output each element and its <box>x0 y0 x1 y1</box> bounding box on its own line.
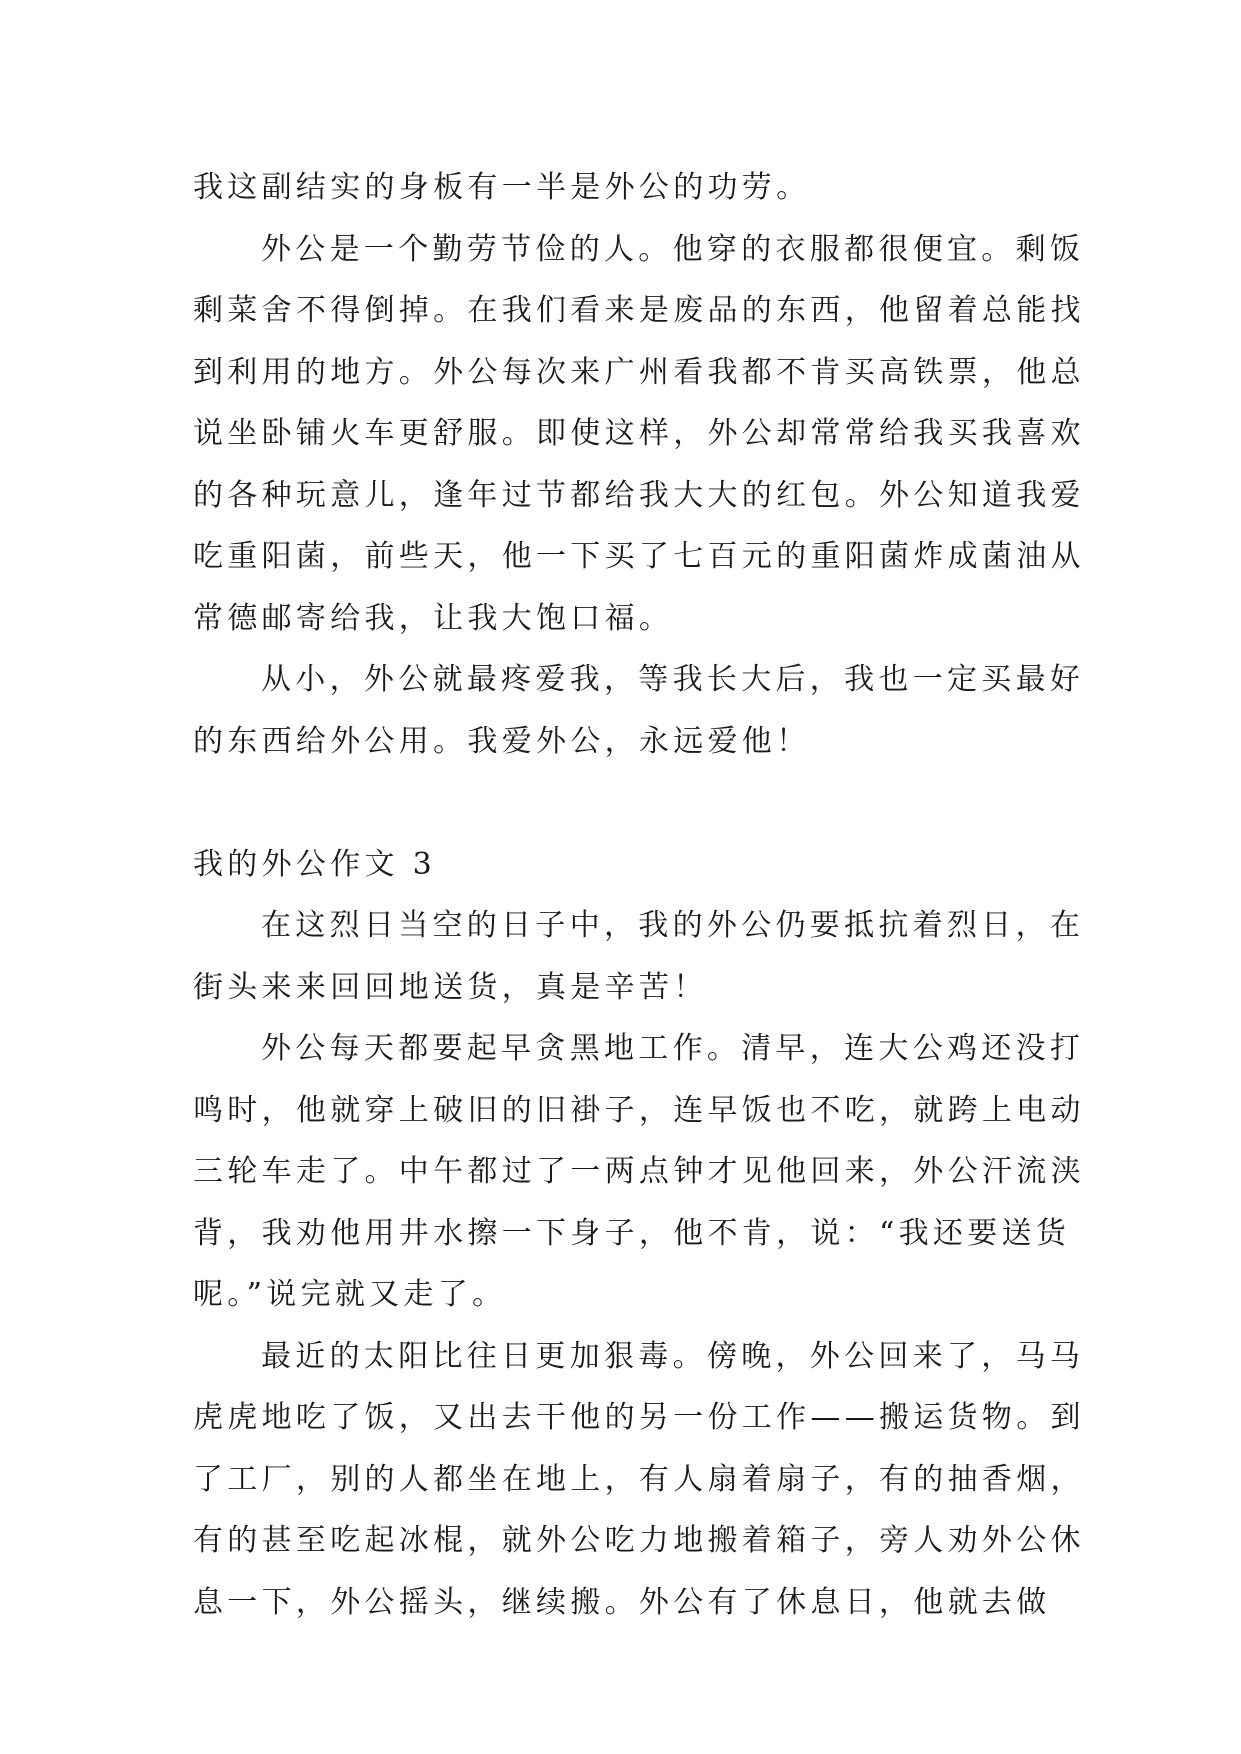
paragraph-line: 的东西给外公用。我爱外公，永远爱他！ <box>193 723 811 759</box>
paragraph-line: 街头来来回回地送货，真是辛苦！ <box>193 969 708 1005</box>
document-body <box>193 157 1085 1633</box>
paragraph-line: 外公是一个勤劳节俭的人。他穿的衣服都很便宜。剩饭 <box>261 231 1085 267</box>
paragraph-line: 从小，外公就最疼爱我，等我长大后，我也一定买最好 <box>261 662 1085 697</box>
paragraph-line: 在这烈日当空的日子中，我的外公仍要抵抗着烈日，在 <box>261 908 1085 943</box>
paragraph-line: 吃重阳菌，前些天，他一下买了七百元的重阳菌炸成菌油从 <box>193 539 1085 574</box>
paragraph-line: 鸣时，他就穿上破旧的旧褂子，连早饭也不吃，就跨上电动 <box>193 1092 1085 1128</box>
paragraph-line: 说坐卧铺火车更舒服。即使这样，外公却常常给我买我喜欢 <box>193 416 1085 451</box>
paragraph-line: 最近的太阳比往日更加狠毒。傍晚，外公回来了，马马 <box>261 1338 1085 1374</box>
paragraph-line: 息一下，外公摇头，继续搬。外公有了休息日，他就去做 <box>193 1584 1051 1620</box>
paragraph-line: 到利用的地方。外公每次来广州看我都不肯买高铁票，他总 <box>193 354 1085 390</box>
section-spacer <box>193 772 1065 834</box>
paragraph-line: 呢。”说完就又走了。 <box>193 1277 507 1312</box>
paragraph-line: 常德邮寄给我，让我大饱口福。 <box>193 600 674 636</box>
paragraph-line: 的各种玩意儿，逢年过节都给我大大的红包。外公知道我爱 <box>193 477 1085 513</box>
paragraph-line: 有的甚至吃起冰棍，就外公吃力地搬着箱子，旁人劝外公休 <box>193 1523 1085 1558</box>
paragraph-line: 背，我劝他用井水擦一下身子，他不肯，说：“我还要送货 <box>193 1215 1071 1251</box>
paragraph-line: 三轮车走了。中午都过了一两点钟才见他回来，外公汗流浃 <box>193 1154 1085 1189</box>
paragraph-line: 虎虎地吃了饭，又出去干他的另一份工作——搬运货物。到 <box>193 1400 1085 1435</box>
section-heading: 我的外公作文 3 <box>193 846 437 882</box>
paragraph-line: 了工厂，别的人都坐在地上，有人扇着扇子，有的抽香烟， <box>193 1461 1085 1497</box>
paragraph-line: 外公每天都要起早贪黑地工作。清早，连大公鸡还没打 <box>261 1031 1085 1066</box>
paragraph-line: 我这副结实的身板有一半是外公的功劳。 <box>193 170 811 205</box>
paragraph-line: 剩菜舍不得倒掉。在我们看来是废品的东西，他留着总能找 <box>193 293 1085 328</box>
